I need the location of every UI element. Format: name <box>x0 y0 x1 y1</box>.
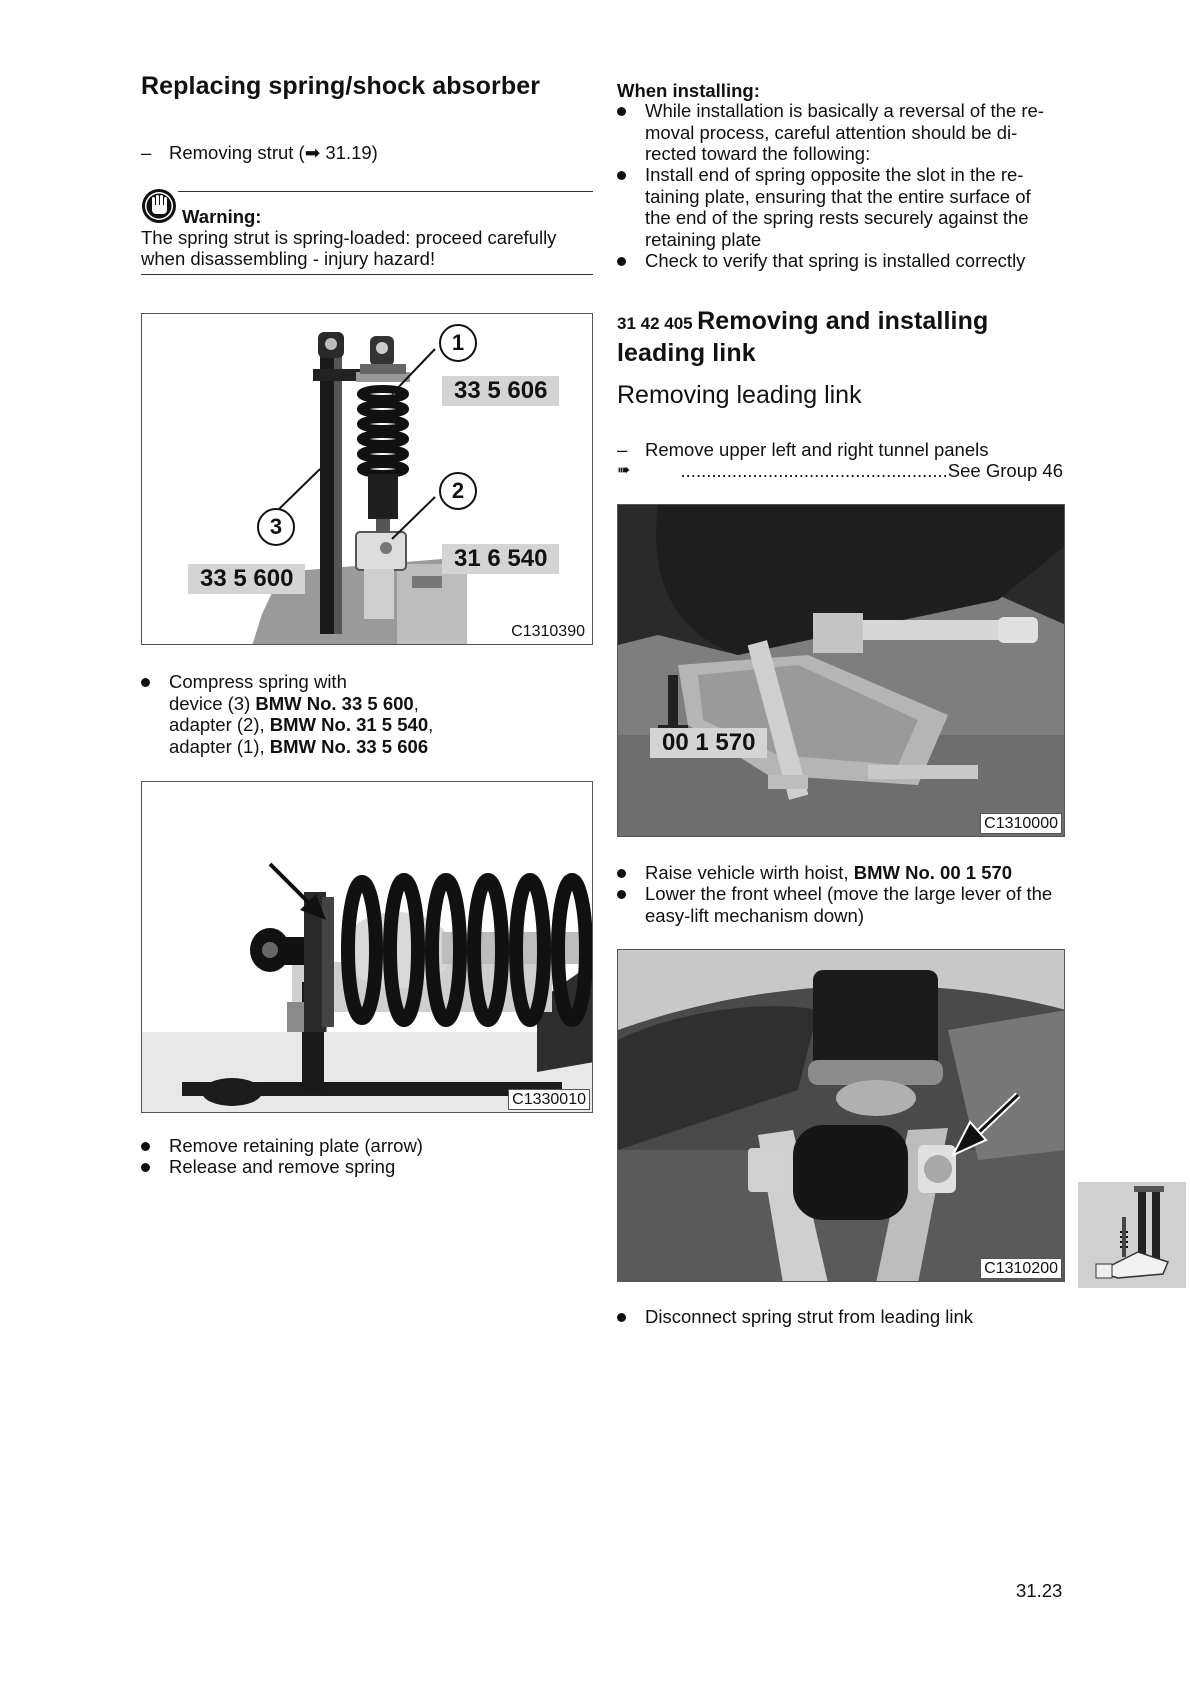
install-2-line3: the end of the spring rests securely against the <box>645 207 1029 228</box>
spring-compressor-illustration <box>142 314 593 645</box>
warning-label: Warning: <box>182 206 262 227</box>
chapter-thumb-tab <box>1078 1182 1186 1288</box>
callout-2: 2 <box>439 472 477 510</box>
part-no-33-5-606: BMW No. 33 5 606 <box>269 735 429 757</box>
bullet-dot <box>141 1142 150 1151</box>
compress-line3-comma: , <box>428 714 434 735</box>
bullet-text: Release and remove spring <box>169 1156 396 1177</box>
warning-text-line1: The spring strut is spring-loaded: proceed carefully <box>141 227 557 248</box>
bullet-dot <box>617 1313 626 1322</box>
compress-line2-comma: , <box>413 692 419 714</box>
warning-bottom-rule <box>141 274 593 275</box>
section-title-replacing: Replacing spring/shock absorber <box>141 72 541 100</box>
strut-mount-photo <box>618 950 1065 1282</box>
figure-retaining-plate <box>141 781 593 1113</box>
retaining-plate-illustration <box>142 782 593 1113</box>
tool-tag-00-1-570: 00 1 570 <box>650 728 767 758</box>
compress-line2: device (3) <box>169 692 256 714</box>
bullet-dot <box>617 890 626 899</box>
raise-text: Raise vehicle wirth hoist, <box>645 862 854 883</box>
figure-spring-compressor <box>141 313 593 645</box>
part-no-31-5-540: BMW No. 31 5 540 <box>269 714 429 735</box>
warning-top-rule <box>178 191 593 192</box>
install-1-line3: rected toward the following: <box>645 143 871 164</box>
callout-1: 1 <box>439 324 477 362</box>
bullet-dot <box>617 869 626 878</box>
part-no-33-5-600: BMW No. 33 5 600 <box>255 692 414 714</box>
step-ref: 31.19) <box>325 142 378 163</box>
bullet-text: Remove retaining plate (arrow) <box>169 1135 423 1156</box>
install-2-line1: Install end of spring opposite the slot in the re- <box>645 164 1024 185</box>
tool-tag-31-6-540: 31 6 540 <box>442 544 559 574</box>
section-title-line1: Removing and installing <box>697 307 989 335</box>
arrow-ref-icon: ➡ <box>304 142 321 163</box>
install-2-line2: taining plate, ensuring that the entire surface of <box>645 185 1031 207</box>
bullet-dot <box>617 257 626 266</box>
figure-code: C1310000 <box>980 813 1062 834</box>
step-text: Remove upper left and right tunnel panels <box>645 439 989 460</box>
compress-line3: adapter (2), <box>169 714 270 735</box>
section-title-line2: leading link <box>617 339 756 367</box>
warning-hand-icon <box>141 188 177 224</box>
section-heading-leading-link <box>617 307 988 371</box>
hoist-photo <box>618 505 1065 837</box>
figure-hoist <box>617 504 1065 837</box>
arrow-ref-icon: ➠ <box>617 462 631 479</box>
page-number: 31.23 <box>1016 1580 1063 1601</box>
part-no-00-1-570: BMW No. 00 1 570 <box>853 862 1013 883</box>
dash-marker: – <box>141 142 152 163</box>
figure-code: C1310200 <box>980 1258 1062 1279</box>
tool-tag-33-5-600: 33 5 600 <box>188 564 305 594</box>
compress-line4: adapter (1), <box>169 735 270 757</box>
lower-line1: Lower the front wheel (move the large lever of the <box>645 883 1053 904</box>
figure-strut-mount <box>617 949 1065 1282</box>
install-1-line1: While installation is basically a reversal of the re- <box>645 100 1044 121</box>
install-1-line2: moval process, careful attention should be di- <box>645 121 1018 143</box>
install-2-line4: retaining plate <box>645 228 762 250</box>
compress-line1: Compress spring with <box>169 671 347 692</box>
bullet-dot <box>617 171 626 180</box>
figure-code: C1310390 <box>508 622 588 641</box>
bullet-dot <box>141 678 150 687</box>
bullet-dot <box>617 107 626 116</box>
callout-3: 3 <box>257 508 295 546</box>
bullet-text: Check to verify that spring is installed correctly <box>645 250 1026 271</box>
tool-tag-33-5-606: 33 5 606 <box>442 376 559 406</box>
warning-text-line2: when disassembling - injury hazard! <box>141 248 436 269</box>
bullet-text: Disconnect spring strut from leading link <box>645 1306 974 1327</box>
section-number: 31 42 405 <box>617 314 693 333</box>
lower-line2: easy-lift mechanism down) <box>645 904 864 926</box>
dash-marker: – <box>617 439 628 460</box>
when-installing-heading: When installing: <box>617 80 760 101</box>
sub-heading-removing: Removing leading link <box>617 381 862 409</box>
front-suspension-thumbnail-icon <box>1078 1182 1186 1288</box>
bullet-dot <box>141 1163 150 1172</box>
step-text: Removing strut ( <box>169 142 305 163</box>
figure-code: C1330010 <box>508 1089 590 1110</box>
see-group-text: ....................................................See Group 46 <box>680 460 1063 481</box>
